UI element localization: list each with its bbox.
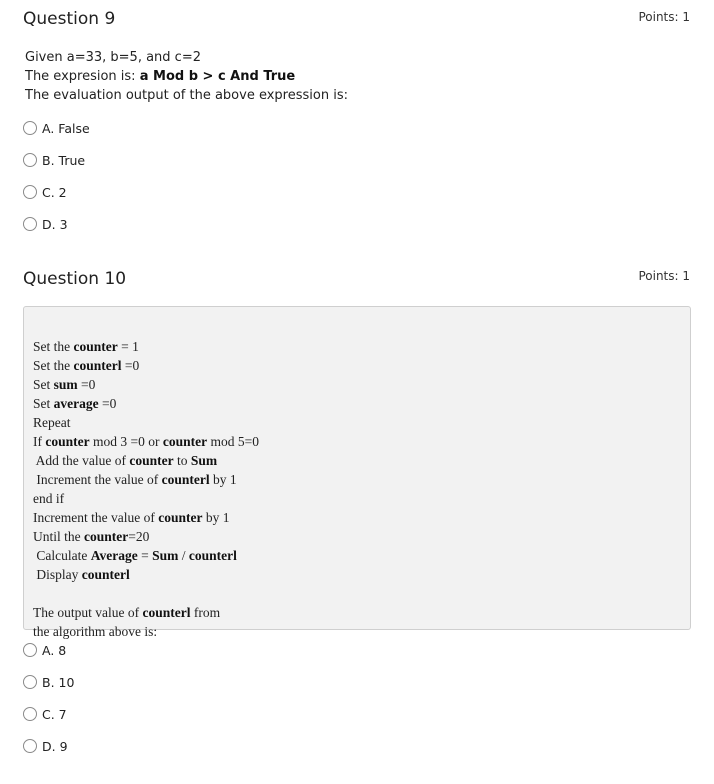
radio-icon[interactable] (23, 643, 37, 657)
question-9-expression-line (25, 67, 348, 86)
question-10-points: Points: 1 (638, 269, 690, 283)
option-label: A. 8 (42, 642, 67, 658)
algorithm-box (23, 306, 691, 639)
radio-icon[interactable] (23, 739, 37, 753)
option-label: B. 10 (42, 674, 75, 690)
option-label: A. False (42, 120, 90, 136)
question-9-body (25, 48, 348, 105)
question-9-points: Points: 1 (638, 10, 690, 24)
option-label: D. 9 (42, 738, 68, 754)
expression-prefix: The expresion is: (25, 69, 140, 84)
question-10-option-c[interactable] (23, 706, 67, 722)
option-label: C. 2 (42, 184, 67, 200)
question-10-option-b[interactable] (23, 674, 74, 690)
question-9-option-c[interactable] (23, 184, 67, 200)
radio-icon[interactable] (23, 675, 37, 689)
code-line: Repeat (33, 415, 71, 430)
question-10-option-a[interactable] (23, 642, 66, 658)
code-line: Set average =0 (33, 396, 117, 411)
option-label: C. 7 (42, 706, 67, 722)
question-10-prompt-line: The output value of counterl from (33, 605, 221, 620)
code-line: Increment the value of counter by 1 (33, 510, 230, 525)
code-line: If counter mod 3 =0 or counter mod 5=0 (33, 434, 259, 449)
code-line: end if (33, 491, 65, 506)
expression: a Mod b > c And True (139, 69, 296, 84)
radio-icon[interactable] (23, 153, 37, 167)
code-line: Until the counter=20 (33, 529, 150, 544)
radio-icon[interactable] (23, 185, 37, 199)
code-line: Calculate Average = Sum / counterl (33, 548, 237, 563)
question-9-option-d[interactable] (23, 216, 68, 232)
option-label: D. 3 (42, 216, 68, 232)
question-9-title: Question 9 (23, 9, 116, 29)
radio-icon[interactable] (23, 707, 37, 721)
code-line: Set sum =0 (33, 377, 96, 392)
code-line: Increment the value of counterl by 1 (33, 472, 237, 487)
algorithm-code (33, 318, 259, 641)
option-label: B. True (42, 152, 86, 168)
question-9-option-a[interactable] (23, 120, 90, 136)
code-line: Add the value of counter to Sum (33, 453, 218, 468)
radio-icon[interactable] (23, 217, 37, 231)
question-9-prompt: The evaluation output of the above expression is: (25, 88, 348, 103)
code-line: Set the counterl =0 (33, 358, 140, 373)
question-9-option-b[interactable] (23, 152, 85, 168)
code-line: Display counterl (33, 567, 130, 582)
code-line: Set the counter = 1 (33, 339, 139, 354)
question-10-title: Question 10 (23, 269, 127, 289)
question-10-prompt-line: the algorithm above is: (33, 624, 158, 639)
radio-icon[interactable] (23, 121, 37, 135)
question-9-given: Given a=33, b=5, and c=2 (25, 50, 201, 65)
code-blank-line (33, 584, 259, 603)
question-10-option-d[interactable] (23, 738, 68, 754)
